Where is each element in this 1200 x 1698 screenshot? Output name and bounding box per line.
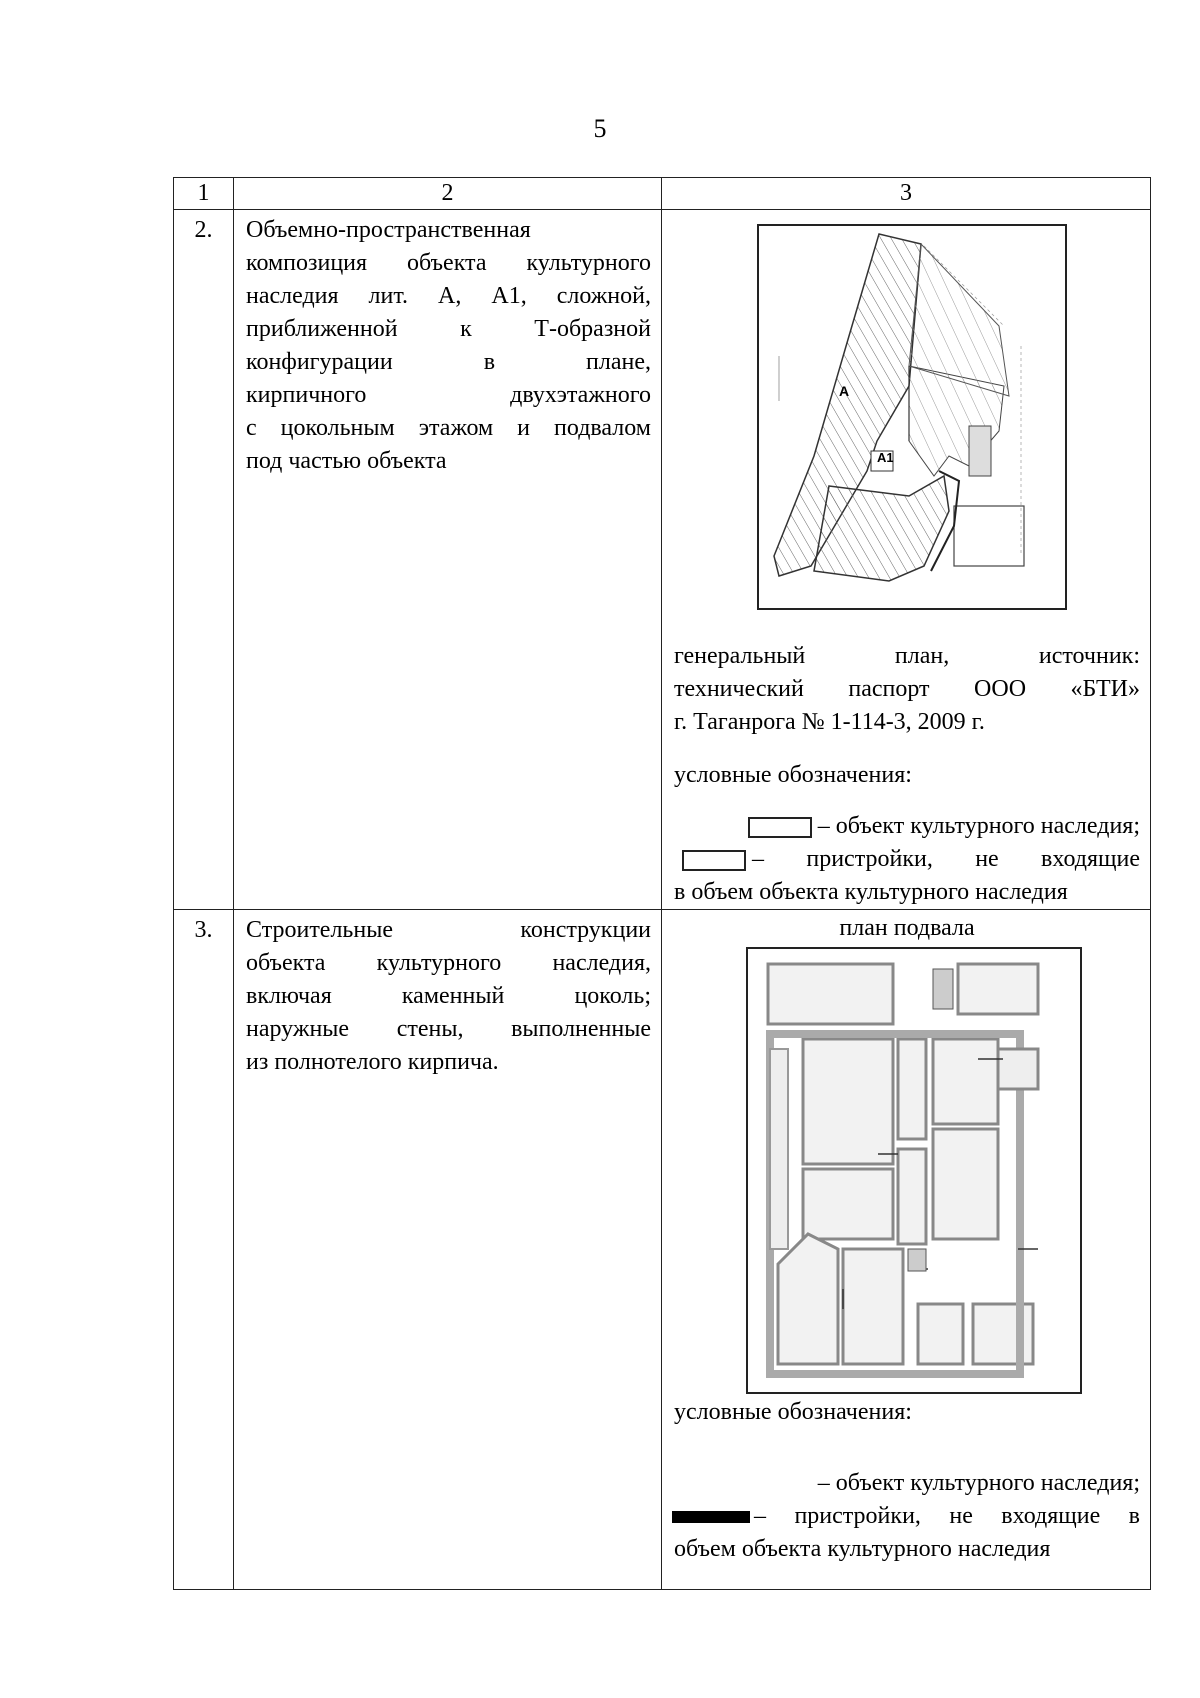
figure-caption	[674, 640, 1140, 739]
legend-title: условные обозначения:	[674, 1399, 912, 1425]
legend-item-heritage: – объект культурного наследия;	[817, 1470, 1140, 1496]
legend-item-annex	[674, 843, 1140, 876]
legend-title: условные обозначения:	[674, 762, 912, 788]
table-header-row	[174, 178, 1151, 210]
legend-item-text: – объект культурного наследия;	[817, 813, 1140, 839]
desc-line: Строительные конструкции	[246, 917, 651, 943]
column-header-1: 1	[174, 178, 234, 210]
caption-line: г. Таганрога № 1-114-3, 2009 г.	[674, 709, 985, 735]
label-a1: А1	[877, 450, 894, 465]
legend-swatch-solid	[672, 1511, 750, 1523]
caption-line: генеральный план, источник:	[674, 643, 1140, 669]
desc-line: из полнотелого кирпича.	[246, 1049, 499, 1075]
site-plan-drawing	[759, 226, 1065, 608]
row-number: 2.	[174, 210, 234, 910]
row-figure-cell	[662, 910, 1151, 1590]
column-header-3: 3	[662, 178, 1151, 210]
heritage-table	[173, 177, 1151, 1590]
desc-line: конфигурации в плане,	[246, 349, 651, 375]
site-plan-figure	[757, 224, 1067, 610]
desc-line: приближенной к Т-образной	[246, 316, 651, 342]
legend-item-text: – пристройки, не входящие	[752, 846, 1140, 872]
label-a: А	[839, 383, 850, 399]
table-row	[174, 910, 1151, 1590]
row-description	[234, 910, 662, 1590]
caption-line: технический паспорт ООО «БТИ»	[674, 676, 1140, 702]
desc-line: композиция объекта культурного	[246, 250, 651, 276]
table-row	[174, 210, 1151, 910]
basement-plan-figure	[746, 947, 1082, 1394]
legend-item-annex	[672, 1500, 1140, 1533]
column-header-2: 2	[234, 178, 662, 210]
legend-item-text-cont: в объем объекта культурного наследия	[674, 879, 1068, 905]
legend-swatch-outline	[682, 850, 746, 871]
row-figure-cell	[662, 210, 1151, 910]
desc-line: под частью объекта	[246, 448, 447, 474]
desc-line: наследия лит. А, А1, сложной,	[246, 283, 651, 309]
legend-item-text-cont: объем объекта культурного наследия	[674, 1536, 1051, 1562]
desc-line: объекта культурного наследия,	[246, 950, 651, 976]
desc-line: включая каменный цоколь;	[246, 983, 651, 1009]
figure-title: план подвала	[839, 915, 975, 941]
legend-swatch-outline	[748, 817, 812, 838]
legend-item-text: – пристройки, не входящие в	[754, 1503, 1140, 1529]
desc-line: кирпичного двухэтажного	[246, 382, 651, 408]
page-number: 5	[593, 114, 607, 143]
desc-line: с цокольным этажом и подвалом	[246, 415, 651, 441]
row-number: 3.	[174, 910, 234, 1590]
row-description	[234, 210, 662, 910]
legend-item-heritage	[674, 810, 1140, 843]
basement-plan-drawing	[748, 949, 1080, 1392]
desc-line: наружные стены, выполненные	[246, 1016, 651, 1042]
desc-line: Объемно-пространственная	[246, 217, 531, 243]
